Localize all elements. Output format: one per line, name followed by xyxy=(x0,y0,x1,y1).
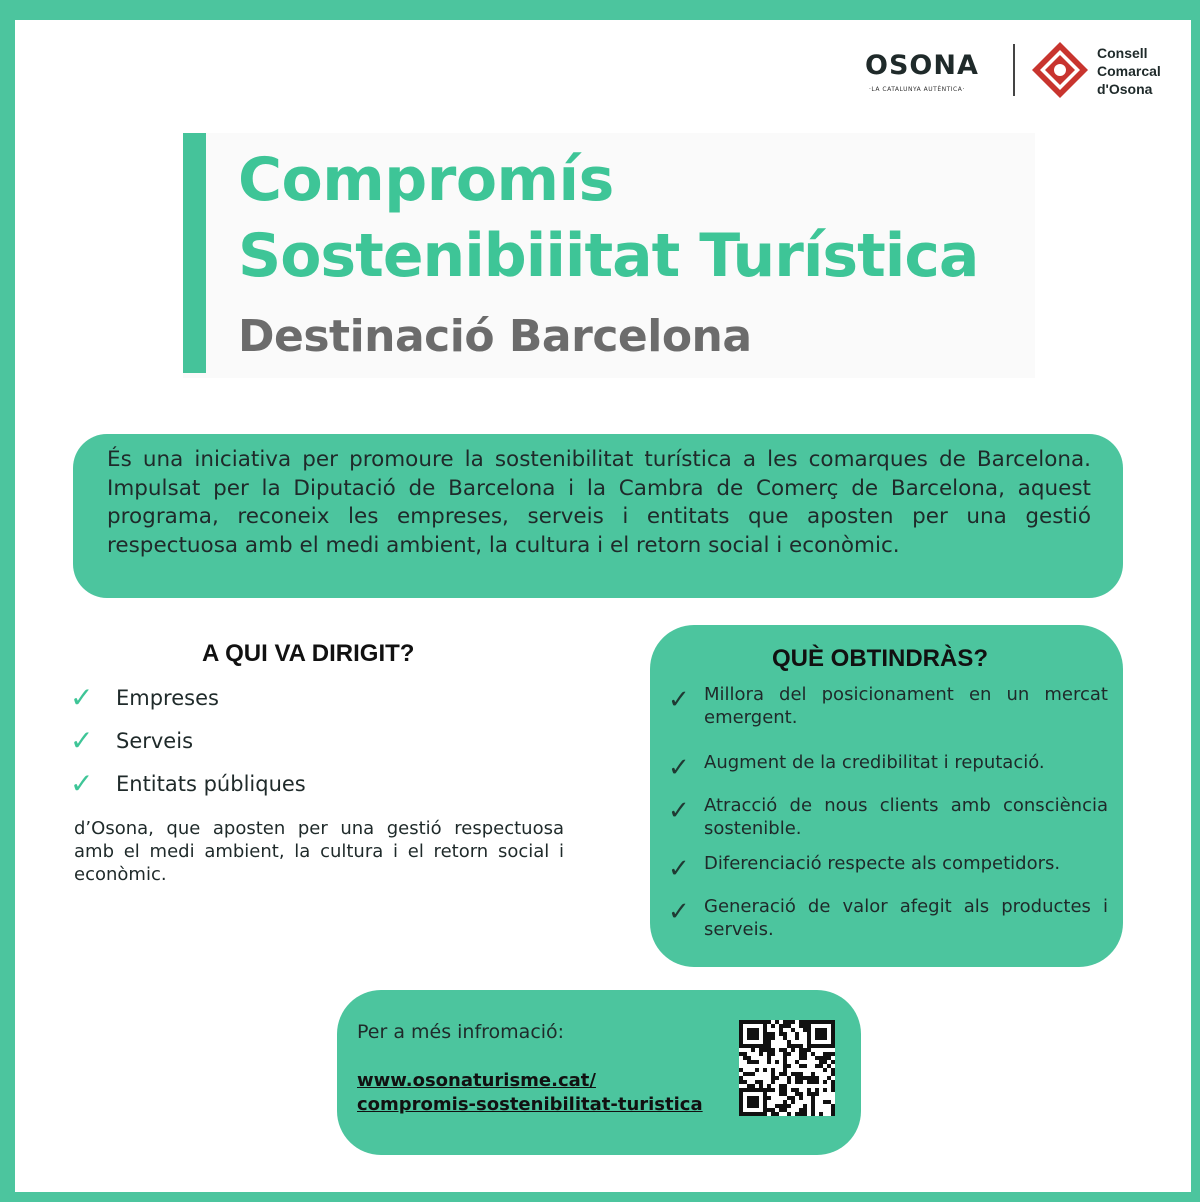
benefits-title: QUÈ OBTINDRÀS? xyxy=(772,645,988,672)
osona-logo[interactable] xyxy=(855,50,995,100)
check-icon: ✓ xyxy=(70,681,94,714)
benefit-label: Millora del posicionament en un mercat emergent. xyxy=(704,684,1108,728)
check-icon: ✓ xyxy=(668,685,690,715)
info-link-line-2[interactable]: compromis-sostenibilitat-turistica xyxy=(357,1094,703,1115)
consell-emblem-icon xyxy=(1030,40,1090,100)
benefit-label: Diferenciació respecte als competidors. xyxy=(704,853,1061,874)
list-item xyxy=(70,726,470,769)
list-item xyxy=(70,769,470,812)
title-accent-bar xyxy=(183,133,206,373)
qr-code-icon[interactable] xyxy=(739,1020,835,1116)
consell-comarcal-logo-text[interactable] xyxy=(1097,44,1161,98)
check-icon: ✓ xyxy=(668,854,690,884)
title-line-2: Sostenibiiitat Turística xyxy=(238,221,979,291)
intro-text: És una iniciativa per promoure la sostenibilitat turística a les comarques de Barcelona. Impulsat per la Diputació de Barcelona i la Cambra de Comerç de Barcelona, aquest programa, reconeix les empreses, serveis i entitats que aposten per una gestió respectuosa amb el medi ambient, la cultura i el retorn social i econòmic. xyxy=(107,447,1091,558)
list-item xyxy=(668,895,1108,941)
benefits-box xyxy=(650,625,1123,967)
audience-item-label: Empreses xyxy=(116,686,219,710)
list-item xyxy=(668,683,1108,729)
check-icon: ✓ xyxy=(668,897,690,927)
benefit-label: Augment de la credibilitat i reputació. xyxy=(704,752,1045,773)
title-block xyxy=(183,133,1035,378)
logo-divider xyxy=(1013,44,1015,96)
info-label: Per a més infromació: xyxy=(357,1021,565,1043)
list-item xyxy=(668,852,1108,884)
osona-tagline: ·LA CATALUNYA AUTÈNTICA· xyxy=(869,86,965,93)
subtitle-destination: Destinació Barcelona xyxy=(238,311,752,362)
benefit-label: Atracció de nous clients amb consciència sostenible. xyxy=(704,795,1108,839)
consell-line-3: d'Osona xyxy=(1097,81,1153,97)
list-item xyxy=(70,683,470,726)
check-icon: ✓ xyxy=(668,796,690,826)
audience-note: d’Osona, que aposten per una gestió respectuosa amb el medi ambient, la cultura i el retorn social i econòmic. xyxy=(74,818,564,885)
benefits-list xyxy=(668,683,1108,941)
list-item xyxy=(668,794,1108,840)
check-icon: ✓ xyxy=(70,724,94,757)
intro-box xyxy=(73,434,1123,598)
consell-line-2: Comarcal xyxy=(1097,63,1161,79)
osona-wordmark: OSONA xyxy=(865,50,979,81)
header-logos xyxy=(855,40,1185,100)
info-box xyxy=(337,990,861,1155)
title-line-1: Compromís xyxy=(238,145,614,215)
audience-list xyxy=(70,683,470,812)
info-link-line-1[interactable]: www.osonaturisme.cat/ xyxy=(357,1070,596,1091)
audience-item-label: Serveis xyxy=(116,729,194,753)
check-icon: ✓ xyxy=(668,753,690,783)
list-item xyxy=(668,751,1108,783)
audience-item-label: Entitats públiques xyxy=(116,772,306,796)
audience-title: A QUI VA DIRIGIT? xyxy=(202,640,415,667)
check-icon: ✓ xyxy=(70,767,94,800)
consell-line-1: Consell xyxy=(1097,45,1148,61)
benefit-label: Generació de valor afegit als productes i serveis. xyxy=(704,896,1108,940)
